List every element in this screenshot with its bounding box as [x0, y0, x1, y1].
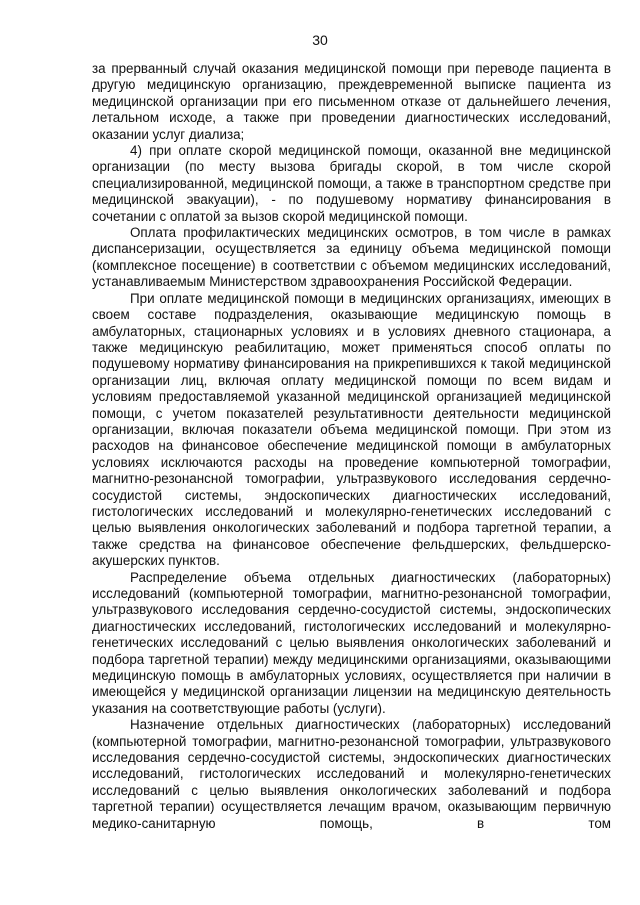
paragraph-diagnostic-distribution: Распределение объема отдельных диагностических (лабораторных) исследований (компьютерной томографии, магнитно-резонансной томографии, ультразвукового исследования сердечно-сосудистой системы, эндоскопических диагностических исследований, гистологических исследований и молекулярно-генетических исследований с целью выявления онкологических заболеваний и подбора таргетной терапии) между медицинскими организациями, оказывающими медицинскую помощь в амбулаторных условиях, осуществляется при наличии в имеющейся у медицинской организации лицензии на медицинскую деятельность указания на соответствующие работы (услуги). — [92, 569, 611, 716]
paragraph-ambulance-payment: 4) при оплате скорой медицинской помощи, оказанной вне медицинской организации (по месту вызова бригады скорой, в том числе скорой специализированной, медицинской помощи, а также в транспортном средстве при медицинской эвакуации), - по подушевому нормативу финансирования в сочетании с оплатой за вызов скорой медицинской помощи. — [92, 143, 611, 224]
paragraph-interrupted-case: за прерванный случай оказания медицинской помощи при переводе пациента в другую медицинскую организацию, преждевременной выписке пациента из медицинской организации при его письменном отказе от дальнейшего лечения, летальном исходе, а также при проведении диагностических исследований, оказании услуг диализа; — [92, 61, 611, 142]
body-text — [92, 61, 611, 832]
paragraph-per-capita-payment: При оплате медицинской помощи в медицинских организациях, имеющих в своем составе подразделения, оказывающие медицинскую помощь в амбулаторных, стационарных условиях и в условиях дневного стационара, а также медицинскую реабилитацию, может применяться способ оплаты по подушевому нормативу финансирования на прикрепившихся к такой медицинской организации лиц, включая оплату медицинской помощи по всем видам и условиям предоставляемой указанной медицинской организацией медицинской помощи, с учетом показателей результативности деятельности медицинской организации, включая показатели объема медицинской помощи. При этом из расходов на финансовое обеспечение медицинской помощи в амбулаторных условиях исключаются расходы на проведение компьютерной томографии, магнитно-резонансной томографии, ультразвукового исследования сердечно-сосудистой системы, эндоскопических диагностических исследований, гистологических исследований и молекулярно-генетических исследований с целью выявления онкологических заболеваний и подбора таргетной терапии, а также средства на финансовое обеспечение фельдшерских, фельдшерско-акушерских пунктов. — [92, 290, 611, 569]
page-number: 30 — [312, 32, 328, 48]
paragraph-diagnostic-assignment: Назначение отдельных диагностических (лабораторных) исследований (компьютерной томографии, магнитно-резонансной томографии, ультразвукового исследования сердечно-сосудистой системы, эндоскопических диагностических исследований, гистологических исследований и молекулярно-генетических исследований с целью выявления онкологических заболеваний и подбора таргетной терапии) осуществляется лечащим врачом, оказывающим первичную медико-санитарную помощь, в том — [92, 717, 611, 831]
paragraph-preventive-exams: Оплата профилактических медицинских осмотров, в том числе в рамках диспансеризации, осуществляется за единицу объема медицинской помощи (комплексное посещение) в соответствии с объемом медицинских исследований, устанавливаемым Министерством здравоохранения Российской Федерации. — [92, 225, 611, 290]
